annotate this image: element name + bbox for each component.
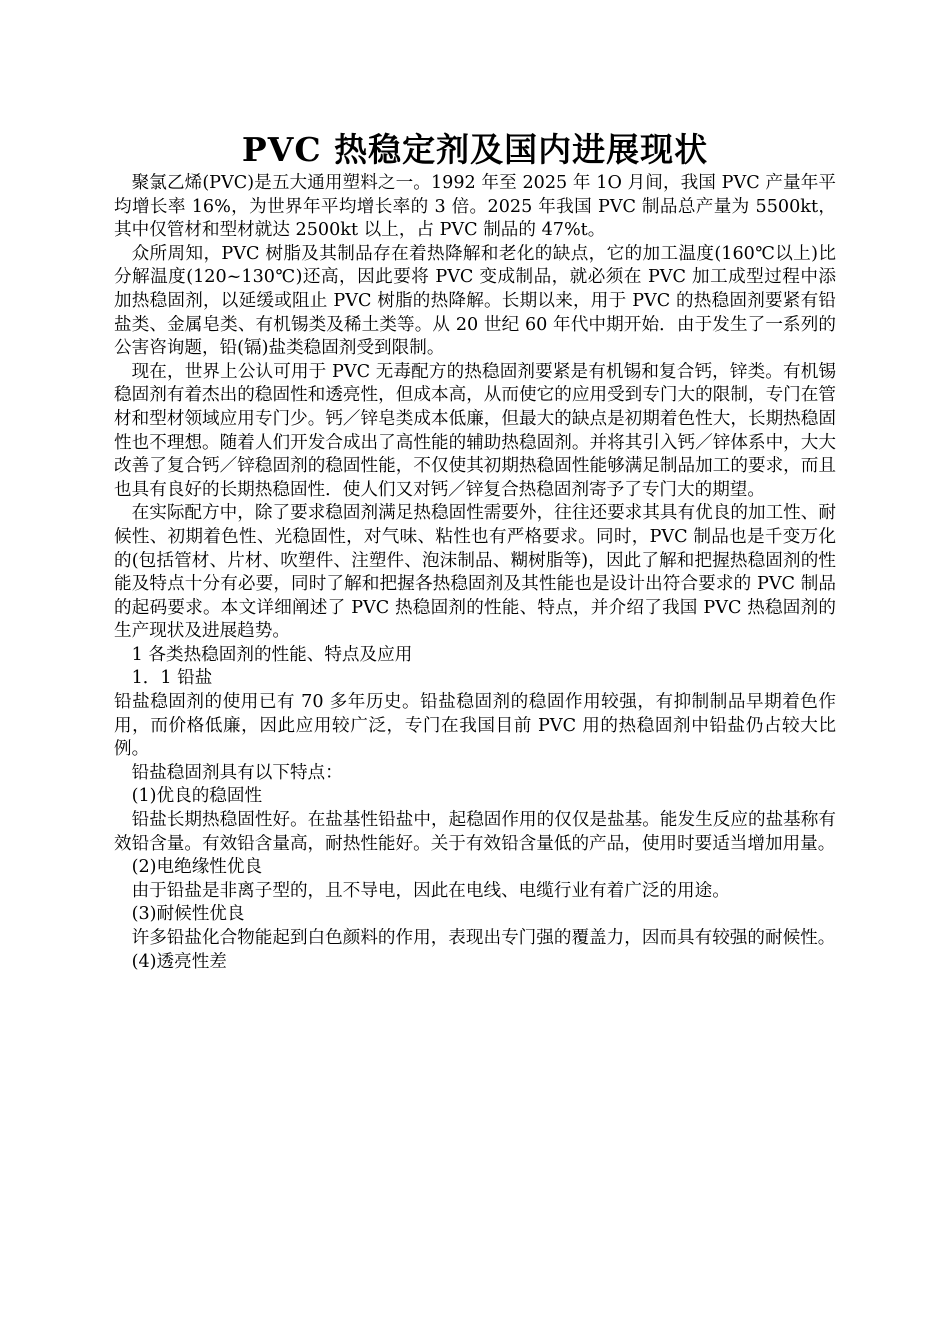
section-heading: 1．1 铅盐 xyxy=(131,668,213,689)
section-heading: (1)优良的稳固性 xyxy=(131,786,263,807)
document-body xyxy=(114,172,836,974)
section-heading: (4)透亮性差 xyxy=(131,951,227,972)
paragraph: 铅盐稳固剂的使用已有 70 多年历史。铅盐稳固剂的稳固作用较强，有抑制制品早期着色作用，而价格低廉，因此应用较广泛，专门在我国目前 PVC 用的热稳固剂中铅盐仍占较大比例。 xyxy=(114,692,836,760)
paragraph: 现在，世界上公认可用于 PVC 无毒配方的热稳固剂要紧是有机锡和复合钙，锌类。有机锡稳固剂有着杰出的稳固性和透亮性，但成本高，从而使它的应用受到专门大的限制，专门在管材和型材领域应用专门少。钙／锌皂类成本低廉，但最大的缺点是初期着色性大，长期热稳固性也不理想。随着人们开发合成出了高性能的辅助热稳固剂。并将其引入钙／锌体系中，大大改善了复合钙／锌稳固剂的稳固性能，不仅使其初期热稳固性能够满足制品加工的要求，而且也具有良好的长期热稳固性．使人们又对钙／锌复合热稳固剂寄予了专门大的期望。 xyxy=(114,361,836,500)
section-heading: 1 各类热稳固剂的性能、特点及应用 xyxy=(131,644,413,665)
paragraph: 聚氯乙烯(PVC)是五大通用塑料之一。1992 年至 2025 年 1O 月间，我国 PVC 产量年平均增长率 16%，为世界年平均增长率的 3 倍。2025 年我国 PVC 制品总产量为 5500kt，其中仅管材和型材就达 2500kt 以上，占 PVC 制品的 47%t。 xyxy=(114,173,836,241)
paragraph: 在实际配方中，除了要求稳固剂满足热稳固性需要外，往往还要求其具有优良的加工性、耐候性、初期着色性、光稳固性，对气味、粘性也有严格要求。同时，PVC 制品也是千变万化的(包括管材、片材、吹塑件、注塑件、泡沫制品、糊树脂等)，因此了解和把握热稳固剂的性能及特点十分有必要，同时了解和把握各热稳固剂及其性能也是设计出符合要求的 PVC 制品的起码要求。本文详细阐述了 PVC 热稳固剂的性能、特点，并介绍了我国 PVC 热稳固剂的生产现状及进展趋势。 xyxy=(114,503,836,642)
paragraph: 铅盐长期热稳固性好。在盐基性铅盐中，起稳固作用的仅仅是盐基。能发生反应的盐基称有效铅含量。有效铅含量高，耐热性能好。关于有效铅含量低的产品，使用时要适当增加用量。 xyxy=(114,810,836,854)
section-heading: (3)耐候性优良 xyxy=(131,904,245,925)
section-heading: (2)电绝缘性优良 xyxy=(131,857,263,878)
document-title: PVC 热稳定剂及国内进展现状 xyxy=(241,130,709,169)
paragraph: 由于铅盐是非离子型的，且不导电，因此在电线、电缆行业有着广泛的用途。 xyxy=(131,880,730,901)
paragraph: 众所周知，PVC 树脂及其制品存在着热降解和老化的缺点，它的加工温度(160℃以上)比分解温度(120~130℃)还高，因此要将 PVC 变成制品，就必须在 PVC 加工成型过程中添加热稳固剂，以延缓或阻止 PVC 树脂的热降解。长期以来，用于 PVC 的热稳固剂要紧有铅盐类、金属皂类、有机锡类及稀土类等。从 20 世纪 60 年代中期开始．由于发生了一系列的公害咨询题，铅(镉)盐类稳固剂受到限制。 xyxy=(114,243,836,359)
paragraph: 许多铅盐化合物能起到白色颜料的作用，表现出专门强的覆盖力，因而具有较强的耐候性。 xyxy=(131,928,836,948)
section-heading: 铅盐稳固剂具有以下特点： xyxy=(131,762,343,783)
document-page xyxy=(114,128,836,974)
